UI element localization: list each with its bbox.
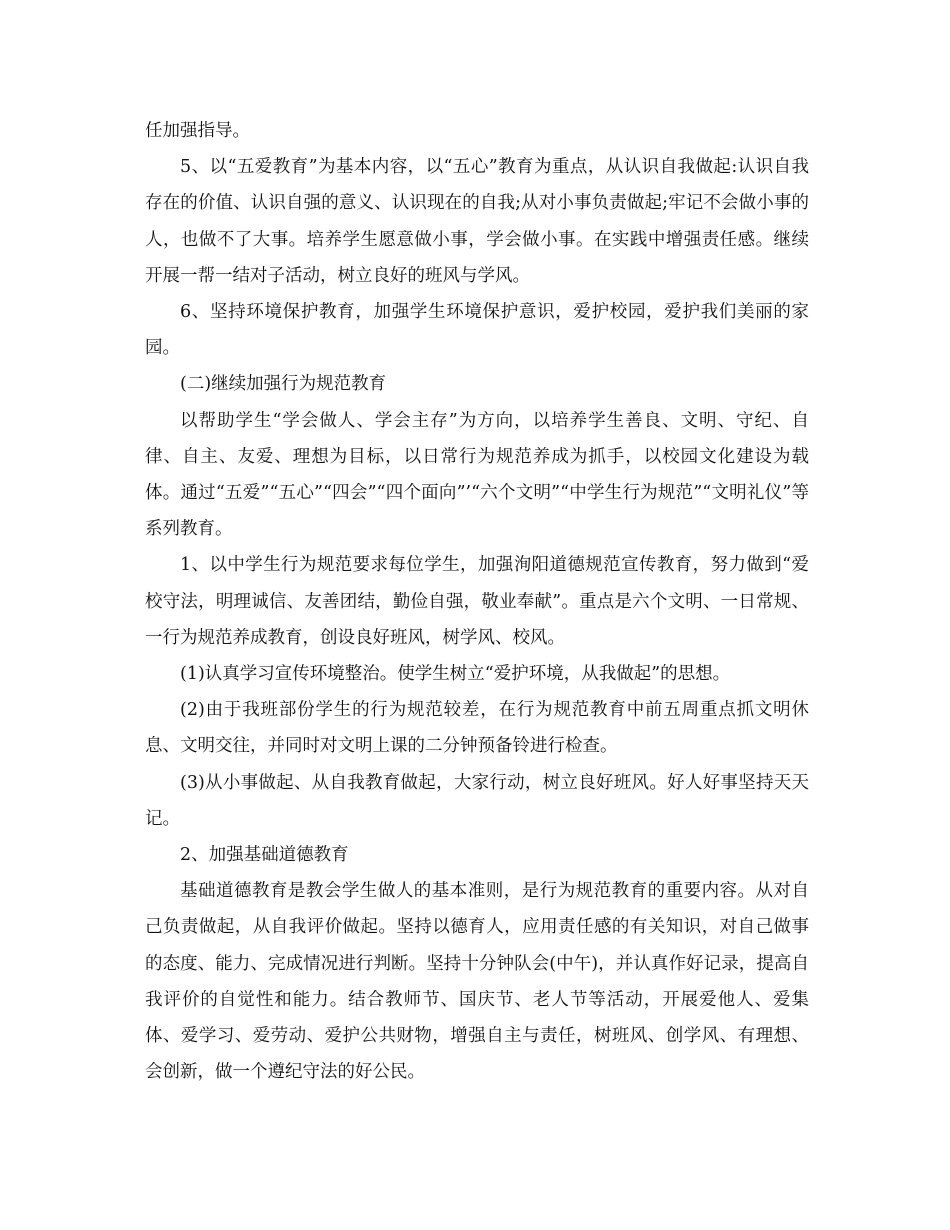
- section-heading: (二)继续加强行为规范教育: [180, 374, 387, 395]
- paragraph-7: (1)认真学习宣传环境整治。使学生树立“爱护环境，从我做起”的思想。: [180, 664, 731, 685]
- paragraph-2: 5、以“五爱教育”为基本内容，以“五心”教育为重点，从认识自我做起:认识自我存在的价值、认识自强的意义、认识现在的自我;从对小事负责做起;牢记不会做小事的人，也做不了大事。培养学生愿意做小事，学会做小事。在实践中增强责任感。继续开展一帮一结对子活动，树立良好的班风与学风。: [145, 157, 809, 286]
- paragraph-5: 以帮助学生“学会做人、学会主存”为方向，以培养学生善良、文明、守纪、自律、自主、友爱、理想为目标，以日常行为规范养成为抓手，以校园文化建设为载体。通过“五爱”“五心”“四会”“四个面向”’“六个文明”“中学生行为规范”“文明礼仪”等系列教育。: [145, 410, 809, 540]
- paragraph-6: 1、以中学生行为规范要求每位学生，加强洵阳道德规范宣传教育，努力做到“爱校守法，明理诚信、友善团结，勤俭自强，敬业奉献”。重点是六个文明、一日常规、一行为规范养成教育，创设良好班风，树学风、校风。: [145, 555, 809, 648]
- paragraph-11: 基础道德教育是教会学生做人的基本准则，是行为规范教育的重要内容。从对自己负责做起，从自我评价做起。坚持以德育人，应用责任感的有关知识，对自己做事的态度、能力、完成情况进行判断。坚持十分钟队会(中午)，并认真作好记录，提高自我评价的自觉性和能力。结合教师节、国庆节、老人节等活动，开展爱他人、爱集体、爱学习、爱劳动、爱护公共财物，增强自主与责任，树班风、创学风、有理想、会创新，做一个遵纪守法的好公民。: [145, 881, 809, 1083]
- paragraph-3: 6、坚持环境保护教育，加强学生环境保护意识，爱护校园，爱护我们美丽的家园。: [145, 302, 809, 359]
- document-body: [145, 113, 809, 1090]
- paragraph-1: 任加强指导。: [145, 121, 250, 141]
- paragraph-8: (2)由于我班部份学生的行为规范较差，在行为规范教育中前五周重点抓文明休息、文明交往，并同时对文明上课的二分钟预备铃进行检查。: [145, 700, 809, 757]
- paragraph-9: (3)从小事做起、从自我教育做起，大家行动，树立良好班风。好人好事坚持天天记。: [145, 772, 809, 829]
- subsection-heading: 2、加强基础道德教育: [180, 845, 349, 866]
